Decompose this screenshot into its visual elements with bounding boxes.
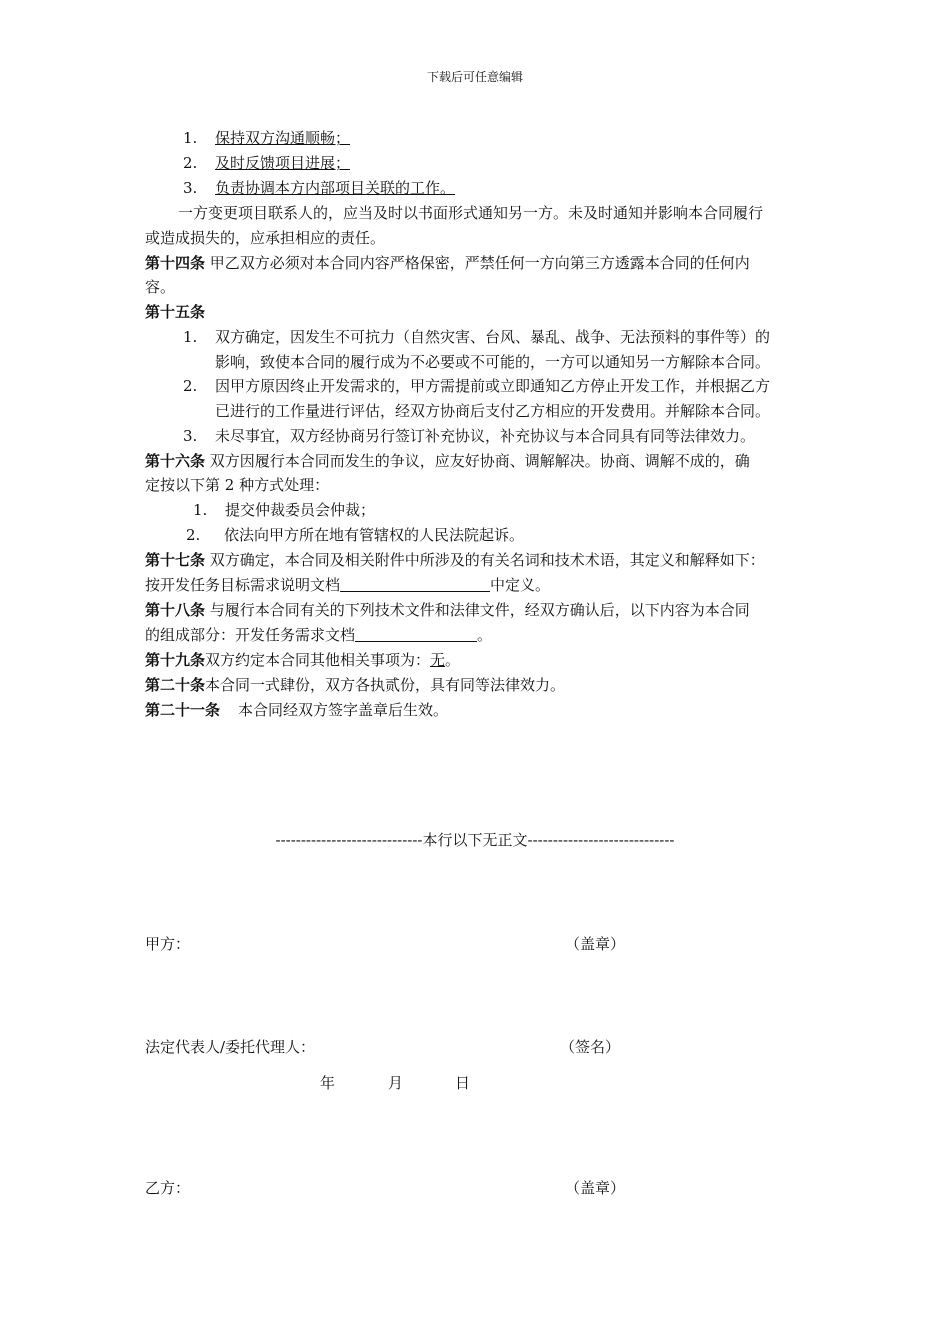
article-text: 甲乙双方必须对本合同内容严格保密，严禁任何一方向第三方透露本合同的任何内 <box>209 254 750 272</box>
paragraph-line: 定按以下第 2 种方式处理： <box>145 476 330 494</box>
article-text: 双方因履行本合同而发生的争议，应友好协商、调解解决。协商、调解不成的，确 <box>209 452 750 470</box>
article-text: 中定义。 <box>490 576 551 594</box>
page-header: 下载后可任意编辑 <box>426 70 523 84</box>
list-number: 2. <box>183 154 198 172</box>
paragraph-line: 或造成损失的，应承担相应的责任。 <box>145 229 386 247</box>
date-day: 日 <box>455 1074 471 1092</box>
list-item <box>183 176 455 200</box>
date-year: 年 <box>320 1074 336 1092</box>
article-18-line2 <box>145 623 492 647</box>
list-number: 1. <box>183 328 198 346</box>
list-text: 未尽事宜，双方经协商另行签订补充协议，补充协议与本合同具有同等法律效力。 <box>215 427 756 445</box>
article-text: 与履行本合同有关的下列技术文件和法律文件，经双方确认后，以下内容为本合同 <box>209 601 750 619</box>
article-21 <box>145 698 448 722</box>
list-item <box>186 523 524 547</box>
article-17-line2 <box>145 573 550 597</box>
list-number: 2. <box>186 526 201 544</box>
article-text: 。 <box>445 651 461 669</box>
paragraph-line: 一方变更项目联系人的，应当及时以书面形式通知另一方。未及时通知并影响本合同履行 <box>178 204 764 222</box>
list-text: 依法向甲方所在地有管辖权的人民法院起诉。 <box>224 526 525 544</box>
article-text: 按开发任务目标需求说明文档 <box>145 576 341 594</box>
list-number: 1. <box>193 501 208 519</box>
party-b-label: 乙方： <box>145 1179 191 1197</box>
article-text: 的组成部分：开发任务需求文档 <box>145 626 356 644</box>
list-text: 因甲方原因终止开发需求的，甲方需提前或立即通知乙方停止开发工作，并根据乙方 <box>215 377 771 395</box>
article-title: 第十四条 <box>145 254 206 272</box>
article-18 <box>145 598 750 622</box>
list-item <box>183 325 770 349</box>
article-text: 本合同一式肆份，双方各执贰份，具有同等法律效力。 <box>205 676 566 694</box>
list-number: 3. <box>183 427 198 445</box>
article-title: 第十九条 <box>145 651 206 669</box>
list-text: 及时反馈项目进展； <box>215 154 351 172</box>
representative-sign: （签名） <box>560 1038 621 1056</box>
list-item <box>193 498 375 522</box>
article-16 <box>145 449 750 473</box>
list-item <box>183 151 350 175</box>
article-title: 第二十条 <box>145 676 206 694</box>
article-17 <box>145 548 765 572</box>
fill-blank[interactable] <box>340 575 490 592</box>
date-month: 月 <box>388 1074 404 1092</box>
article-20 <box>145 673 565 697</box>
article-19 <box>145 648 460 672</box>
fill-blank[interactable] <box>355 625 477 642</box>
list-item <box>183 126 350 150</box>
representative-label: 法定代表人/委托代理人： <box>145 1038 316 1056</box>
article-14 <box>145 251 750 275</box>
list-text: 负责协调本方内部项目关联的工作。 <box>215 179 456 197</box>
article-text: 。 <box>477 626 493 644</box>
list-text: 双方确定，因发生不可抗力（自然灾害、台风、暴乱、战争、无法预料的事件等）的 <box>215 328 771 346</box>
list-text-continued: 影响，致使本合同的履行成为不必要或不可能的，一方可以通知另一方解除本合同。 <box>215 353 771 371</box>
article-title: 第十五条 <box>145 303 206 321</box>
list-text-continued: 已进行的工作量进行评估，经双方协商后支付乙方相应的开发费用。并解除本合同。 <box>215 402 771 420</box>
article-title: 第十八条 <box>145 601 206 619</box>
article-text: 本合同经双方签字盖章后生效。 <box>238 701 449 719</box>
paragraph-line: 容。 <box>145 278 176 296</box>
list-number: 3. <box>183 179 198 197</box>
list-number: 2. <box>183 377 198 395</box>
party-a-seal: （盖章） <box>565 935 626 953</box>
party-b-seal: （盖章） <box>565 1179 626 1197</box>
list-item <box>183 424 755 448</box>
party-a-label: 甲方： <box>145 935 191 953</box>
article-text: 双方约定本合同其他相关事项为： <box>205 651 431 669</box>
article-title: 第二十一条 <box>145 701 221 719</box>
end-of-text-line: -----------------------------本行以下无正文----------------------------- <box>275 831 675 849</box>
list-number: 1. <box>183 129 198 147</box>
list-text: 提交仲裁委员会仲裁； <box>225 501 376 519</box>
article-title: 第十七条 <box>145 551 206 569</box>
article-title: 第十六条 <box>145 452 206 470</box>
article-text: 双方确定，本合同及相关附件中所涉及的有关名词和技术术语，其定义和解释如下： <box>209 551 765 569</box>
article-value: 无 <box>430 651 446 669</box>
list-item <box>183 374 770 398</box>
list-text: 保持双方沟通顺畅； <box>215 129 351 147</box>
